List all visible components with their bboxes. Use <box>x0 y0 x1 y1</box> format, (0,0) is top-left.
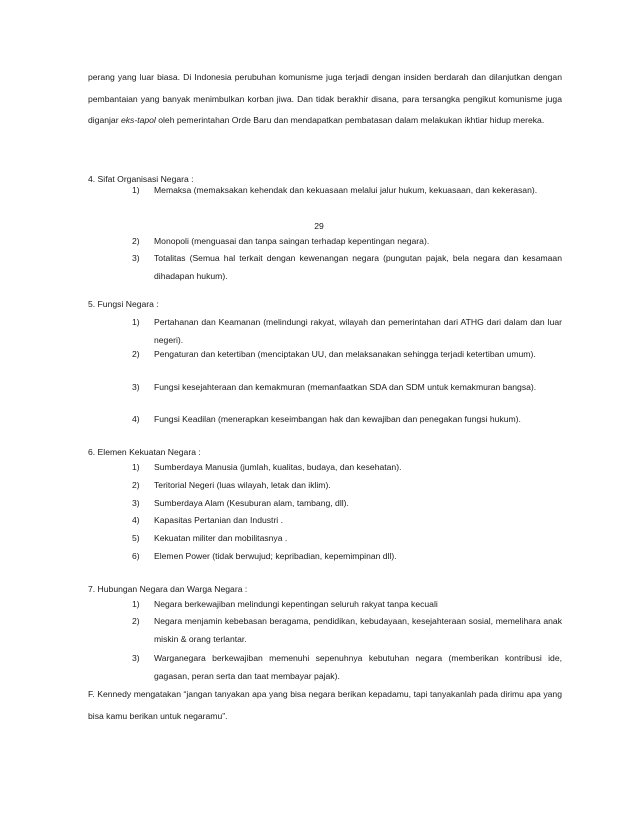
list-item <box>132 596 562 614</box>
list-item <box>132 411 562 429</box>
list-item <box>132 233 562 251</box>
item-number: 3) <box>132 653 140 663</box>
item-number: 5) <box>132 533 140 543</box>
list-item <box>132 530 562 548</box>
section-heading-4: 4. Sifat Organisasi Negara : <box>88 174 194 184</box>
item-text: Kapasitas Pertanian dan Industri . <box>154 515 283 525</box>
section-heading-6: 6. Elemen Kekuatan Negara : <box>88 447 201 457</box>
item-number: 6) <box>132 551 140 561</box>
item-number: 4) <box>132 414 140 424</box>
page-number: 29 <box>314 221 324 231</box>
item-number: 1) <box>132 185 140 195</box>
item-text: Fungsi kesejahteraan dan kemakmuran (memanfaatkan SDA dan SDM untuk kemakmuran bangsa). <box>154 382 537 392</box>
item-text: Elemen Power (tidak berwujud; kepribadian, kepemimpinan dll). <box>154 551 397 561</box>
list-item <box>132 512 562 530</box>
item-text: Teritorial Negeri (luas wilayah, letak dan iklim). <box>154 480 331 490</box>
item-text: Sumberdaya Manusia (jumlah, kualitas, budaya, dan kesehatan). <box>154 462 402 472</box>
item-number: 2) <box>132 480 140 490</box>
item-text: Kekuatan militer dan mobilitasnya . <box>154 533 288 543</box>
list-item <box>132 548 562 566</box>
list-item <box>132 182 562 200</box>
intro-paragraph <box>88 67 562 132</box>
item-text: Totalitas (Semua hal terkait dengan kewenangan negara (pungutan pajak, bela negara dan kesamaan dihadapan hukum). <box>154 253 562 281</box>
item-number: 3) <box>132 253 140 263</box>
item-number: 1) <box>132 599 140 609</box>
list-item <box>132 314 562 349</box>
list-item <box>132 346 562 364</box>
item-text: Monopoli (menguasai dan tanpa saingan terhadap kepentingan negara). <box>154 236 430 246</box>
section-heading-5: 5. Fungsi Negara : <box>88 299 159 309</box>
list-item <box>132 459 562 477</box>
list-item <box>132 477 562 495</box>
list-item <box>132 250 562 285</box>
item-number: 3) <box>132 498 140 508</box>
list-item <box>132 379 562 397</box>
item-number: 2) <box>132 616 140 626</box>
intro-italic-term: eks-tapol <box>120 115 156 126</box>
item-text: Sumberdaya Alam (Kesuburan alam, tambang, dll). <box>154 498 349 508</box>
item-number: 1) <box>132 317 140 327</box>
closing-paragraph: F. Kennedy mengatakan “jangan tanyakan apa yang bisa negara berikan kepadamu, tapi tanyakanlah pada dirimu apa yang bisa kamu berikan untuk negaramu”. <box>88 689 562 721</box>
intro-text-2: oleh pemerintahan Orde Baru dan mendapatkan pembatasan dalam melakukan ikhtiar hidup mereka. <box>155 115 545 126</box>
item-number: 4) <box>132 515 140 525</box>
intro-text-1: perang yang luar biasa. Di Indonesia perubuhan komunisme juga terjadi dengan insiden berdarah dan dilanjutkan dengan pembantaian yang banyak menimbulkan korban jiwa. Dan tidak berakhir disana, para tersangka pengikut komunisme juga diganjar <box>88 72 562 126</box>
list-item <box>132 613 562 648</box>
item-text: Negara menjamin kebebasan beragama, pendidikan, kebudayaan, kesejahteraan sosial, memelihara anak miskin & orang terlantar. <box>154 616 562 644</box>
item-text: Warganegara berkewajiban memenuhi sepenuhnya kebutuhan negara (memberikan kontribusi ide, gagasan, peran serta dan taat membayar pajak). <box>154 653 562 681</box>
item-text: Negara berkewajiban melindungi kepentingan seluruh rakyat tanpa kecuali <box>154 599 438 609</box>
item-number: 1) <box>132 462 140 472</box>
item-number: 3) <box>132 382 140 392</box>
list-item <box>132 495 562 513</box>
item-number: 2) <box>132 236 140 246</box>
item-text: Memaksa (memaksakan kehendak dan kekuasaan melalui jalur hukum, kekuasaan, dan kekerasan). <box>154 185 538 195</box>
item-text: Fungsi Keadilan (menerapkan keseimbangan hak dan kewajiban dan penegakan fungsi hukum). <box>154 414 521 424</box>
item-text: Pertahanan dan Keamanan (melindungi rakyat, wilayah dan pemerintahan dari ATHG dari dalam dan luar negeri). <box>154 317 562 345</box>
list-item <box>132 650 562 685</box>
item-number: 2) <box>132 349 140 359</box>
item-text: Pengaturan dan ketertiban (menciptakan UU, dan melaksanakan sehingga terjadi ketertiban umum). <box>154 349 536 359</box>
section-heading-7: 7. Hubungan Negara dan Warga Negara : <box>88 584 248 594</box>
